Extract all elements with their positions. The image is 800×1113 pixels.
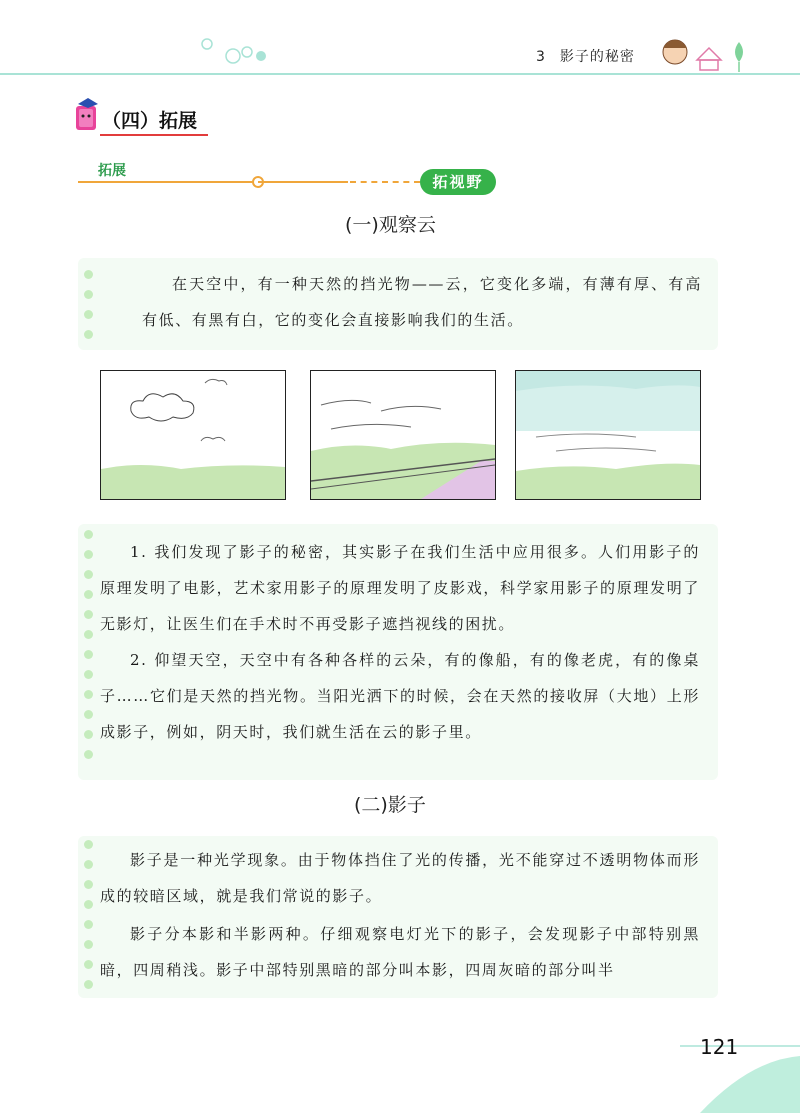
orange-rule — [78, 181, 258, 183]
section-heading: （四）拓展 — [102, 110, 198, 132]
running-header — [536, 46, 635, 66]
orange-rule-2 — [258, 181, 348, 183]
fact-paragraph-1: 1. 我们发现了影子的秘密，其实影子在我们生活中应用很多。人们用影子的原理发明了电影，艺术家用影子的原理发明了皮影戏，科学家用影子的原理发明了无影灯，让医生们在手术时不再受影子遮挡视线的困扰。 — [100, 543, 700, 633]
tuozhan-badge: 拓视野 — [420, 169, 496, 195]
cloud-picture-1 — [100, 370, 286, 500]
binder-dots — [84, 270, 98, 350]
orange-dashed-rule — [350, 181, 420, 183]
intro-box — [78, 258, 718, 350]
part2-title: (二)影子 — [354, 794, 426, 816]
intro-paragraph: 在天空中，有一种天然的挡光物——云，它变化多端，有薄有厚、有高有低、有黑有白，它的变化会直接影响我们的生活。 — [142, 275, 702, 329]
cloud-picture-2 — [310, 370, 496, 500]
facts-box — [78, 524, 718, 780]
section-heading-underline — [100, 134, 208, 136]
shadow-paragraph-2: 影子分本影和半影两种。仔细观察电灯光下的影子，会发现影子中部特别黑暗，四周稍浅。影子中部特别黑暗的部分叫本影，四周灰暗的部分叫半 — [100, 925, 700, 979]
overcast-sky-scene-icon — [516, 371, 700, 499]
tuozhan-label: 拓展 — [98, 163, 126, 179]
cloud-picture-3 — [515, 370, 701, 500]
bubble-decoration-icon — [195, 30, 275, 80]
binder-dots — [84, 840, 98, 1000]
book-mascot-icon — [72, 96, 102, 136]
girl-and-house-illustration-icon — [655, 30, 755, 74]
corner-wave-decoration-icon — [600, 1020, 800, 1113]
page-number: 121 — [700, 1035, 739, 1059]
binder-dots — [84, 530, 98, 770]
cumulus-cloud-scene-icon — [101, 371, 285, 499]
shadow-box — [78, 836, 718, 998]
part1-title: (一)观察云 — [345, 214, 436, 236]
cirrus-cloud-road-scene-icon — [311, 371, 495, 499]
chapter-number: 3 — [536, 49, 546, 65]
shadow-paragraph-1: 影子是一种光学现象。由于物体挡住了光的传播，光不能穿过不透明物体而形成的较暗区域，就是我们常说的影子。 — [100, 851, 700, 905]
chapter-title: 影子的秘密 — [559, 49, 635, 65]
fact-paragraph-2: 2. 仰望天空，天空中有各种各样的云朵，有的像船，有的像老虎，有的像桌子……它们是天然的挡光物。当阳光洒下的时候，会在天然的接收屏（大地）上形成影子，例如，阴天时，我们就生活在云的影子里。 — [100, 651, 700, 741]
